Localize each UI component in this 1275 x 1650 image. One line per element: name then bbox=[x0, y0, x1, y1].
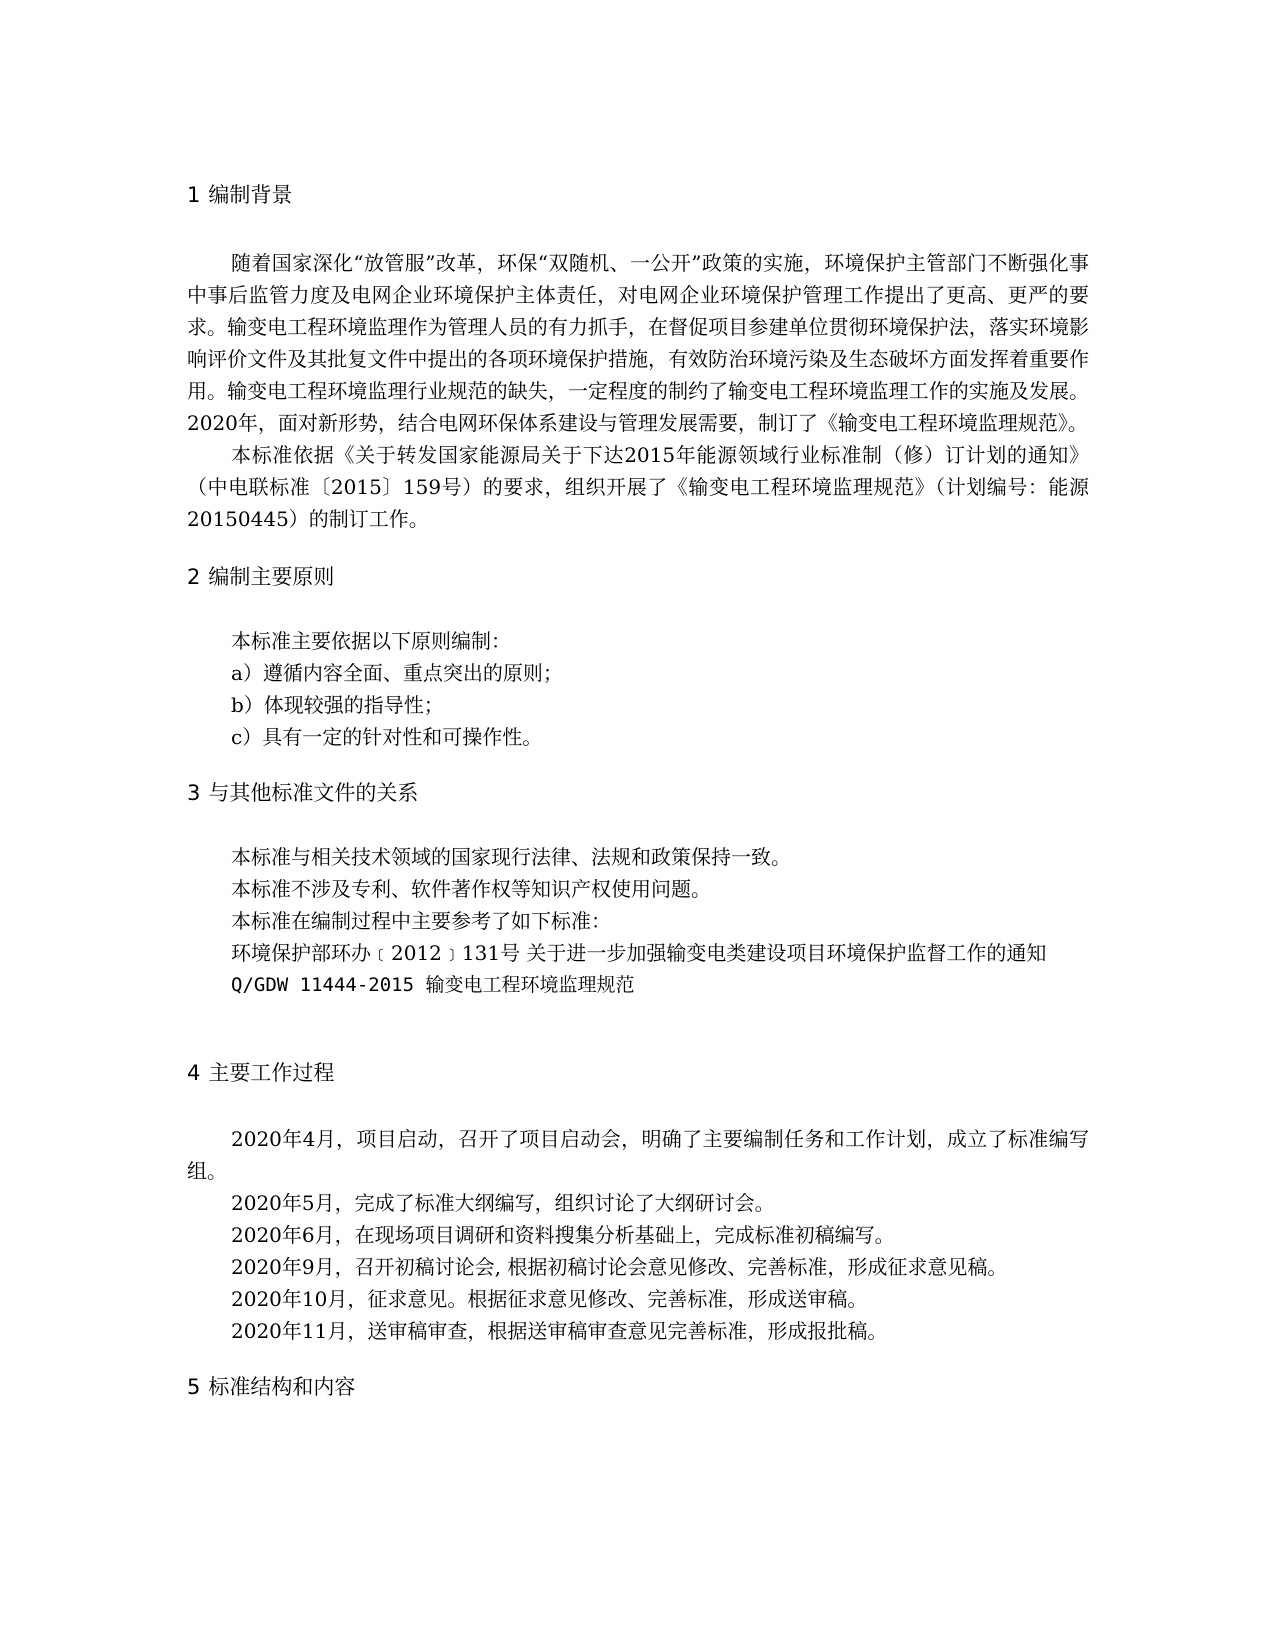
section-title: 标准结构和内容 bbox=[208, 1375, 356, 1399]
timeline-item: 2020年9月，召开初稿讨论会, 根据初稿讨论会意见修改、完善标准，形成征求意见稿。 bbox=[231, 1255, 1008, 1279]
timeline-item: 2020年6月，在现场项目调研和资料搜集分析基础上，完成标准初稿编写。 bbox=[231, 1223, 895, 1247]
reference-item: Q/GDW 11444-2015 输变电工程环境监理规范 bbox=[231, 974, 635, 996]
section-heading bbox=[187, 1373, 1089, 1401]
paragraph: 本标准主要依据以下原则编制： bbox=[231, 629, 511, 653]
section-title: 编制背景 bbox=[208, 183, 293, 207]
section-heading bbox=[187, 181, 1089, 209]
list-item: a）遵循内容全面、重点突出的原则； bbox=[231, 661, 563, 685]
timeline-item: 2020年5月，完成了标准大纲编写，组织讨论了大纲研讨会。 bbox=[231, 1191, 775, 1215]
list-item: b）体现较强的指导性； bbox=[231, 693, 444, 717]
section-title: 主要工作过程 bbox=[208, 1061, 335, 1085]
section-title: 编制主要原则 bbox=[208, 565, 335, 589]
paragraph: 本标准依据《关于转发国家能源局关于下达2015年能源领域行业标准制（修）订计划的通知》（中电联标准〔2015〕159号）的要求，组织开展了《输变电工程环境监理规范》（计划编号：能源20150445）的制订工作。 bbox=[187, 443, 1089, 531]
section-heading bbox=[187, 779, 1089, 807]
section-body bbox=[187, 841, 1089, 1001]
section-heading bbox=[187, 563, 1089, 591]
paragraph: 本标准不涉及专利、软件著作权等知识产权使用问题。 bbox=[231, 877, 711, 901]
section-body bbox=[187, 247, 1089, 535]
section-body bbox=[187, 625, 1089, 753]
section-number: 3 bbox=[187, 781, 201, 805]
timeline-item: 2020年10月，征求意见。根据征求意见修改、完善标准，形成送审稿。 bbox=[231, 1287, 868, 1311]
timeline-item: 2020年11月，送审稿审查，根据送审稿审查意见完善标准，形成报批稿。 bbox=[231, 1319, 888, 1343]
section-number: 2 bbox=[187, 565, 201, 589]
paragraph: 本标准与相关技术领域的国家现行法律、法规和政策保持一致。 bbox=[231, 845, 791, 869]
paragraph: 本标准在编制过程中主要参考了如下标准： bbox=[231, 909, 611, 933]
section-title: 与其他标准文件的关系 bbox=[208, 781, 419, 805]
timeline-item: 2020年4月，项目启动，召开了项目启动会，明确了主要编制任务和工作计划，成立了标准编写组。 bbox=[187, 1127, 1089, 1183]
list-item: c）具有一定的针对性和可操作性。 bbox=[231, 725, 543, 749]
section-body bbox=[187, 1123, 1089, 1347]
paragraph: 随着国家深化“放管服”改革，环保“双随机、一公开”政策的实施，环境保护主管部门不断强化事中事后监管力度及电网企业环境保护主体责任，对电网企业环境保护管理工作提出了更高、更严的要求。输变电工程环境监理作为管理人员的有力抓手，在督促项目参建单位贯彻环境保护法，落实环境影响评价文件及其批复文件中提出的各项环境保护措施，有效防治环境污染及生态破坏方面发挥着重要作用。输变电工程环境监理行业规范的缺失，一定程度的制约了输变电工程环境监理工作的实施及发展。2020年，面对新形势，结合电网环保体系建设与管理发展需要，制订了《输变电工程环境监理规范》。 bbox=[187, 251, 1089, 435]
section-heading bbox=[187, 1059, 1089, 1087]
section-number: 1 bbox=[187, 183, 201, 207]
reference-item: 环境保护部环办﹝2012﹞131号 关于进一步加强输变电类建设项目环境保护监督工作的通知 bbox=[231, 941, 1047, 965]
section-number: 5 bbox=[187, 1375, 201, 1399]
document-content bbox=[187, 181, 1089, 1401]
section-number: 4 bbox=[187, 1061, 201, 1085]
